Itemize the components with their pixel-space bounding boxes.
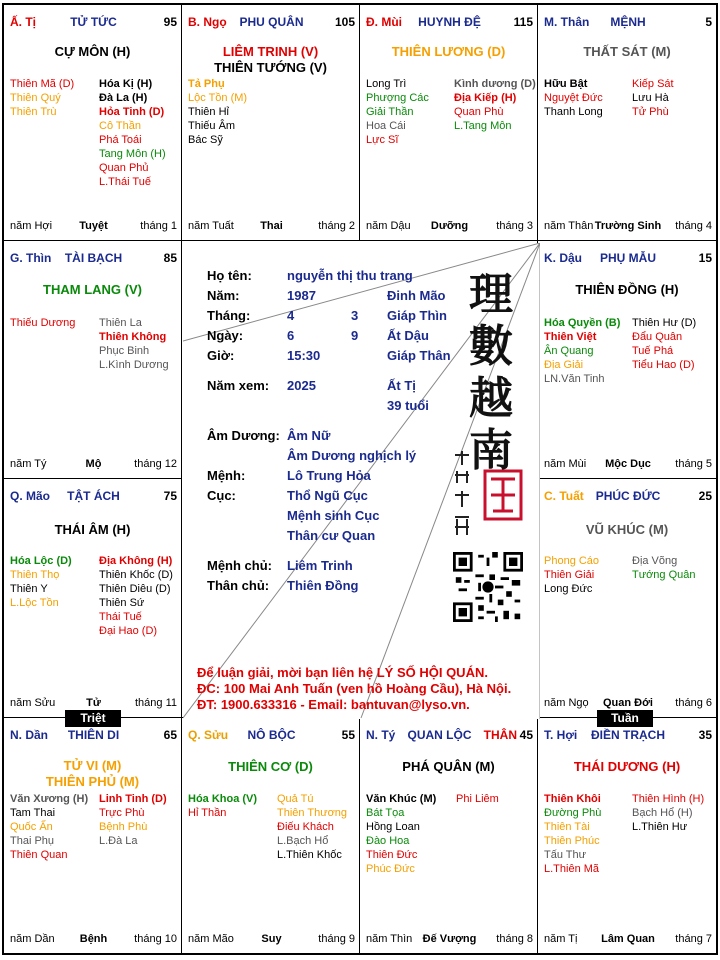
foot-year: năm Dậu (366, 220, 411, 232)
palace-no-boc (181, 717, 360, 954)
right-stars (632, 792, 704, 834)
star: Giải Thần (366, 106, 414, 118)
left-stars (10, 792, 88, 862)
main-star: THÁI DƯƠNG (H) (573, 759, 681, 774)
star: Quả Tú (277, 793, 314, 805)
year-label: Năm: (207, 288, 240, 303)
small-seal-text-icon (451, 449, 473, 539)
star: L.Lộc Tồn (10, 597, 59, 609)
palace-branch: C. Tuất (544, 489, 584, 503)
foot-year: năm Hợi (10, 220, 53, 232)
foot-month: tháng 2 (318, 220, 355, 232)
star: Đại Hao (D) (99, 625, 158, 637)
view-year-value: 2025 (287, 378, 316, 393)
palace-age: 35 (698, 728, 712, 742)
palace-branch: K. Dậu (544, 251, 583, 265)
palace-age: 5 (705, 15, 712, 29)
foot-month: tháng 1 (140, 220, 177, 232)
main-star-2: THIÊN TƯỚNG (V) (214, 60, 327, 75)
star: Thiên Mã (D) (10, 78, 75, 90)
foot-month: tháng 5 (675, 458, 712, 470)
star: Linh Tinh (D) (99, 793, 167, 805)
foot-stage: Bệnh (79, 933, 108, 945)
star: Thiên Khốc (D) (99, 569, 173, 581)
than-note: Thân cư Quan (287, 528, 376, 543)
star: Bệnh Phù (99, 821, 148, 833)
star: Tướng Quân (632, 569, 696, 581)
palace-name: ĐIỀN TRẠCH (591, 728, 665, 742)
star: Hồng Loan (366, 821, 420, 833)
palace-branch: Q. Mão (10, 489, 51, 503)
left-stars (10, 316, 75, 330)
than-marker: THÂN (483, 728, 517, 742)
palace-age: 105 (334, 15, 355, 29)
left-stars (188, 77, 247, 147)
foot-year: năm Sửu (10, 697, 56, 709)
star: Tiểu Hao (D) (632, 359, 695, 371)
logo-char: 南 (469, 425, 513, 476)
left-stars (544, 77, 603, 119)
than-chu-label: Thân chủ: (207, 578, 270, 593)
star: Tam Thai (10, 807, 56, 819)
left-stars (10, 77, 74, 119)
star: Thiên Việt (544, 331, 597, 343)
right-stars (632, 77, 674, 119)
right-stars (99, 316, 169, 372)
foot-year: năm Tý (10, 458, 47, 470)
foot-year: năm Tuất (188, 220, 234, 232)
palace-branch: M. Thân (544, 15, 590, 29)
foot-stage: Tử (86, 697, 101, 709)
star: Thiên Thọ (10, 569, 60, 581)
logo-char: 越 (469, 373, 513, 424)
star: Lộc Tồn (M) (188, 92, 248, 104)
foot-year: năm Thìn (366, 933, 413, 945)
left-stars (10, 554, 72, 610)
star: Thiên Trù (10, 106, 57, 118)
star: Lực Sĩ (366, 134, 399, 146)
view-year-label: Năm xem: (207, 378, 270, 393)
name-value: nguyễn thị thu trang (287, 268, 413, 283)
foot-stage: Mộc Dục (605, 458, 651, 470)
main-star-2: THIÊN PHỦ (M) (45, 774, 140, 789)
star: Thiên Diêu (D) (99, 583, 171, 595)
star: Bạch Hổ (H) (632, 807, 693, 819)
foot-year: năm Thân (544, 220, 594, 232)
star: Long Trì (366, 78, 407, 90)
foot-year: năm Ngọ (544, 697, 589, 709)
palace-branch: N. Dần (10, 728, 49, 742)
star: Thiên Sứ (99, 597, 145, 609)
star: Địa Võng (632, 555, 678, 567)
palace-age: 95 (163, 15, 177, 29)
left-stars (188, 792, 257, 820)
star: Thiên Thương (277, 807, 348, 819)
palace-branch: Đ. Mùi (366, 15, 402, 29)
star: Quan Phù (454, 106, 504, 118)
star: Lưu Hà (632, 92, 669, 104)
star: Điếu Khách (277, 821, 334, 833)
star: L.Đà La (99, 835, 138, 847)
palace-name: PHỤ MẪU (600, 251, 656, 265)
star: Đường Phù (544, 807, 602, 819)
star: Phong Cáo (544, 555, 600, 567)
star: Thiên Phúc (544, 835, 600, 847)
menh-value: Lô Trung Hỏa (287, 468, 371, 483)
star: Địa Kiếp (H) (454, 92, 517, 104)
right-stars (99, 77, 166, 189)
palace-thien-di (3, 717, 182, 954)
menh-chu-label: Mệnh chủ: (207, 558, 272, 573)
foot-month: tháng 8 (496, 933, 533, 945)
star: Thanh Long (544, 106, 603, 118)
right-stars (454, 77, 536, 133)
star: Thiên Y (10, 583, 48, 595)
left-stars (544, 554, 599, 596)
star: Quốc Ấn (10, 821, 53, 833)
center-info-panel (183, 243, 540, 719)
star: Thiên Không (99, 331, 167, 343)
star: Hóa Kị (H) (99, 78, 153, 90)
contact-line-3: ĐT: 1900.633316 - Email: bantuvan@lyso.vn. (197, 697, 470, 712)
star: Thiên Khôi (544, 793, 601, 805)
star: Văn Khúc (M) (366, 793, 437, 805)
yinyang-note: Âm Dương nghịch lý (287, 448, 417, 463)
star: Tang Môn (H) (99, 148, 166, 160)
palace-name: PHÚC ĐỨC (595, 489, 661, 503)
month-solar: 4 (287, 308, 295, 323)
right-stars (99, 554, 173, 638)
palace-age: 25 (698, 489, 712, 503)
foot-stage: Tuyệt (79, 220, 108, 232)
palace-name: TỬ TỨC (70, 15, 117, 29)
hour-canchi: Giáp Thân (387, 348, 451, 363)
star: Thai Phụ (10, 835, 55, 847)
star: Tấu Thư (544, 849, 587, 861)
star: Đẩu Quân (632, 331, 683, 343)
palace-branch: Ấ. Tị (10, 15, 36, 29)
qr-code-icon (453, 552, 523, 622)
star: Hỉ Thần (188, 807, 227, 819)
main-star: VŨ KHÚC (M) (585, 522, 669, 537)
main-star: CỰ MÔN (H) (54, 44, 131, 59)
palace-age: 55 (341, 728, 355, 742)
star: Thiên Quý (10, 92, 61, 104)
palace-age: 75 (163, 489, 177, 503)
logo-char: 數 (469, 321, 513, 372)
star: Kình dương (D) (454, 78, 536, 90)
foot-month: tháng 3 (496, 220, 533, 232)
palace-name: HUYNH ĐỆ (418, 15, 481, 29)
star: Ân Quang (544, 345, 594, 357)
star: Tuế Phá (632, 345, 674, 357)
star: Thiên Tài (544, 821, 590, 833)
star: L.Thiên Khốc (277, 849, 342, 861)
year-value: 1987 (287, 288, 316, 303)
foot-month: tháng 10 (134, 933, 177, 945)
star: Phi Liêm (456, 793, 499, 805)
star: L.Thiên Mã (544, 863, 600, 875)
palace-age: 115 (513, 15, 533, 29)
foot-stage: Trường Sinh (594, 220, 662, 232)
star: Long Đức (544, 583, 593, 595)
left-stars (544, 792, 601, 876)
hour-label: Giờ: (207, 348, 235, 363)
star: Phúc Đức (366, 863, 415, 875)
cuc-note: Mệnh sinh Cục (287, 508, 380, 523)
foot-year: năm Dần (10, 933, 55, 945)
star: Quan Phủ (99, 162, 149, 174)
palace-phuc-duc (537, 478, 717, 718)
foot-month: tháng 12 (134, 458, 177, 470)
day-solar: 6 (287, 328, 295, 343)
star: Bát Tọa (366, 807, 405, 819)
foot-stage: Suy (261, 933, 282, 945)
star: Bác Sỹ (188, 134, 223, 146)
logo-text (469, 269, 519, 477)
palace-phu-mau (537, 240, 717, 479)
star: Phá Toái (99, 134, 142, 146)
main-star: TỬ VI (M) (63, 758, 122, 773)
palace-name: NÔ BỘC (247, 728, 296, 742)
right-stars (277, 792, 347, 862)
star: Thiên Hỉ (188, 106, 229, 118)
star: L.Tang Môn (454, 120, 512, 132)
cuc-label: Cục: (207, 488, 236, 503)
palace-tat-ach (3, 478, 182, 718)
star: Thiên Hư (D) (632, 317, 697, 329)
name-label: Họ tên: (207, 268, 252, 283)
star: Thái Tuế (99, 611, 142, 623)
logo-char: 理 (469, 269, 513, 320)
star: Thiên La (99, 317, 142, 329)
yinyang-label: Âm Dương: (207, 428, 280, 443)
palace-tu-tuc (3, 4, 182, 241)
star: Hóa Quyền (B) (544, 317, 621, 329)
star: Thiếu Âm (188, 120, 236, 132)
left-stars (366, 792, 436, 876)
star: Đà La (H) (99, 92, 148, 104)
foot-month: tháng 7 (675, 933, 712, 945)
palace-phu-quan (181, 4, 360, 241)
main-star: THIÊN ĐỒNG (H) (575, 282, 679, 297)
palace-tai-bach (3, 240, 182, 479)
star: Hóa Lộc (D) (10, 555, 72, 567)
palace-name: THIÊN DI (67, 728, 120, 742)
calligraphy-logo (469, 269, 519, 477)
seal-stamp-icon (483, 469, 523, 521)
foot-year: năm Tị (544, 933, 578, 945)
palace-name: TÀI BẠCH (64, 251, 123, 265)
left-stars (544, 316, 620, 386)
star: Thiếu Dương (10, 317, 76, 329)
star: Phục Binh (99, 345, 150, 357)
star: Địa Giải (544, 359, 584, 371)
main-star: THIÊN LƯƠNG (D) (391, 44, 506, 59)
foot-month: tháng 9 (318, 933, 355, 945)
star: Thiên Hình (H) (632, 793, 705, 805)
tuan-tag: Tuần (597, 710, 653, 727)
palace-quan-loc (359, 717, 538, 954)
palace-branch: B. Ngọ (188, 15, 227, 29)
triet-tag: Triệt (65, 710, 121, 727)
star: Tử Phù (632, 106, 669, 118)
day-label: Ngày: (207, 328, 244, 343)
month-label: Tháng: (207, 308, 251, 323)
age-value: 39 tuổi (387, 398, 429, 413)
star: LN.Văn Tinh (544, 373, 605, 385)
star: L.Bạch Hổ (277, 835, 329, 847)
main-star: PHÁ QUÂN (M) (402, 759, 495, 774)
main-star: THIÊN CƠ (D) (228, 759, 313, 774)
star: Hoa Cái (366, 120, 406, 132)
month-lunar: 3 (351, 308, 359, 323)
view-year-canchi: Ất Tị (387, 378, 416, 393)
right-stars (632, 554, 696, 582)
palace-dien-trach (537, 717, 717, 954)
star: Thiên Đức (366, 849, 418, 861)
star: L.Thiên Hư (632, 821, 688, 833)
star: Hỏa Tinh (D) (99, 106, 165, 118)
hour-value: 15:30 (287, 348, 321, 363)
than-chu-value: Thiên Đồng (287, 578, 359, 593)
foot-month: tháng 6 (675, 697, 712, 709)
palace-branch: N. Tý (366, 728, 396, 742)
main-star: THÁI ÂM (H) (54, 522, 131, 537)
star: L.Kình Dương (99, 359, 169, 371)
palace-age: 45 (519, 728, 533, 742)
right-stars (99, 792, 167, 848)
contact-line-2: ĐC: 100 Mai Anh Tuấn (ven hồ Hoàng Cầu), Hà Nội. (197, 681, 512, 696)
right-stars (632, 316, 696, 372)
foot-stage: Dưỡng (430, 220, 469, 232)
star: Tả Phụ (188, 78, 225, 90)
foot-stage: Quan Đới (603, 697, 653, 709)
star: Trực Phù (99, 807, 145, 819)
star: Kiếp Sát (632, 78, 674, 90)
palace-name: MỆNH (610, 15, 646, 29)
foot-stage: Mộ (85, 458, 102, 470)
year-canchi: Đinh Mão (387, 288, 446, 303)
star: Thiên Quan (10, 849, 68, 861)
foot-year: năm Mão (188, 933, 234, 945)
star: Địa Không (H) (99, 555, 173, 567)
palace-huynh-de (359, 4, 538, 241)
contact-line-1: Để luận giải, mời bạn liên hệ LÝ SỐ HỘI QUÁN. (197, 665, 488, 680)
left-stars (366, 77, 429, 147)
foot-stage: Đế Vượng (422, 933, 477, 945)
star: Hữu Bật (544, 78, 588, 90)
star: Phượng Các (366, 92, 429, 104)
palace-branch: T. Hợi (544, 728, 578, 742)
foot-year: năm Mùi (544, 458, 587, 470)
foot-month: tháng 11 (134, 697, 177, 709)
yinyang-value: Âm Nữ (287, 428, 331, 443)
palace-name: QUAN LỘC (407, 728, 472, 742)
palace-branch: G. Thìn (10, 251, 52, 265)
cuc-value: Thổ Ngũ Cục (287, 488, 368, 503)
palace-age: 85 (163, 251, 177, 265)
foot-stage: Thai (260, 220, 283, 232)
star: L.Thái Tuế (99, 176, 151, 188)
star: Văn Xương (H) (10, 793, 89, 805)
palace-name: TẬT ÁCH (67, 489, 120, 503)
right-stars (456, 792, 499, 806)
main-star: THẤT SÁT (M) (583, 44, 671, 59)
menh-chu-value: Liêm Trinh (287, 558, 353, 573)
star: Thiên Giải (544, 569, 595, 581)
menh-label: Mệnh: (207, 468, 246, 483)
day-canchi: Ất Dậu (387, 328, 429, 343)
star: Đào Hoa (366, 835, 410, 847)
star: Hóa Khoa (V) (188, 793, 258, 805)
chart-board (2, 3, 718, 955)
foot-month: tháng 4 (675, 220, 712, 232)
palace-menh (537, 4, 717, 241)
palace-branch: Q. Sửu (188, 728, 229, 742)
star: Cô Thần (99, 120, 141, 132)
month-canchi: Giáp Thìn (387, 308, 447, 323)
foot-stage: Lâm Quan (601, 933, 655, 945)
palace-age: 65 (163, 728, 177, 742)
palace-name: PHU QUÂN (239, 15, 304, 29)
star: Nguyệt Đức (544, 92, 603, 104)
day-lunar: 9 (351, 328, 359, 343)
main-star: LIÊM TRINH (V) (222, 44, 319, 59)
palace-age: 15 (698, 251, 712, 265)
main-star: THAM LANG (V) (43, 282, 142, 297)
